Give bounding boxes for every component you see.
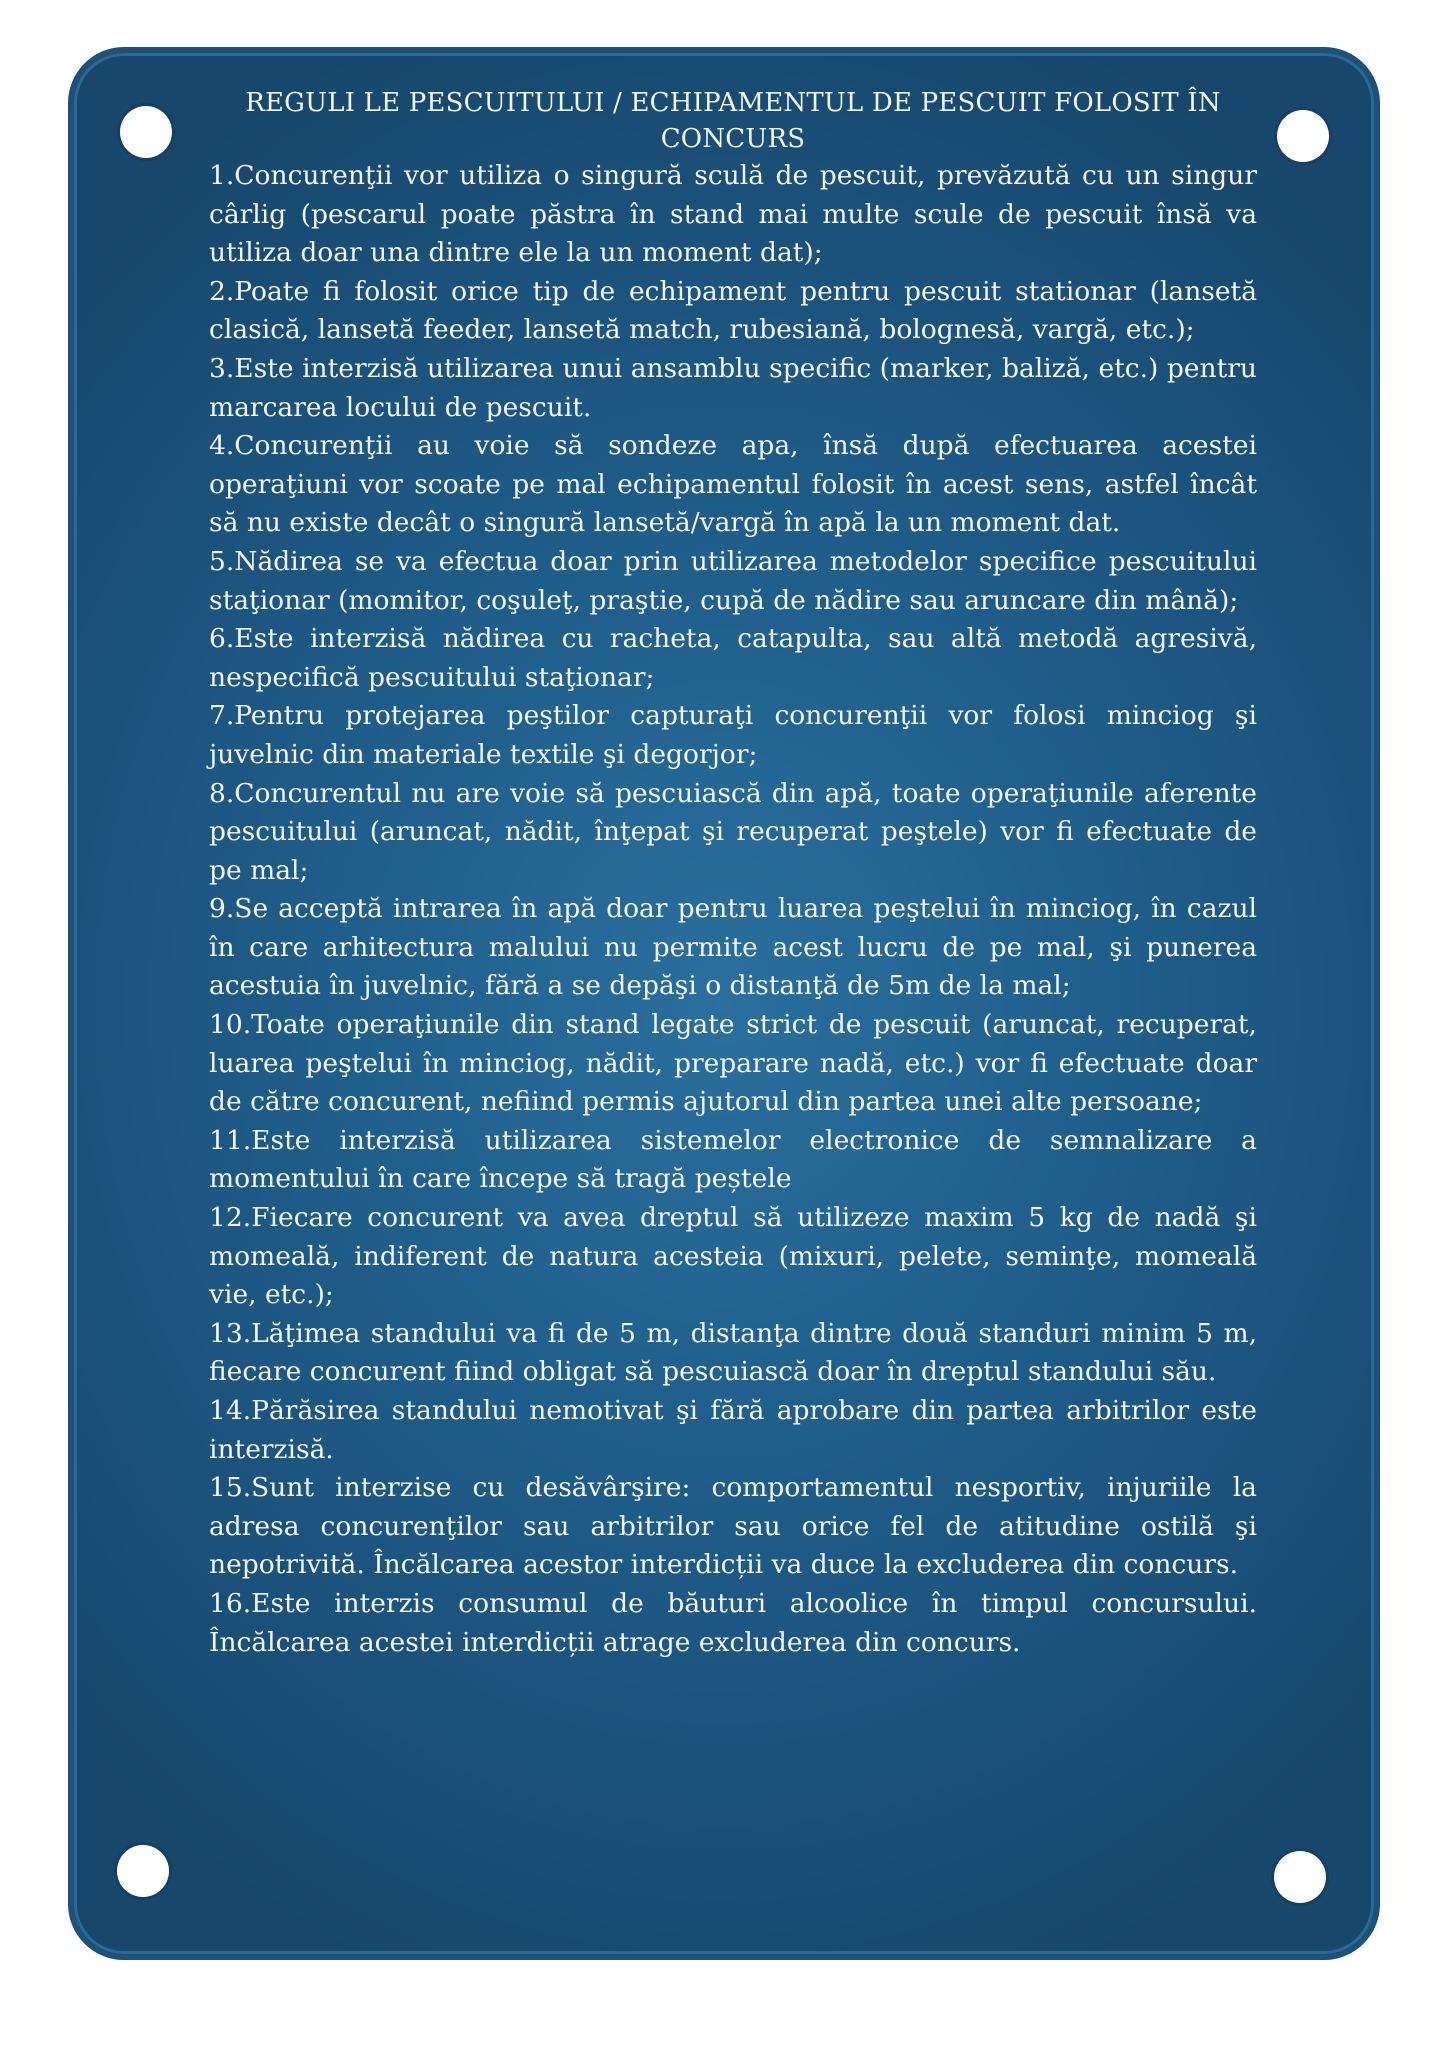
rule-4: 4.Concurenţii au voie să sondeze apa, însă după efectuarea acestei operaţiuni vor scoate pe mal echipamentul folosit în acest sens, astfel încât să nu existe decât o singură lansetă/vargă în apă la un moment dat. (209, 430, 1257, 539)
rule-1: 1.Concurenţii vor utiliza o singură sculă de pescuit, prevăzută cu un singur cârlig (pescarul poate păstra în stand mai multe scule de pescuit însă va utiliza doar una dintre ele la un moment dat); (209, 160, 1257, 269)
rule-16: 16.Este interzis consumul de băuturi alcoolice în timpul concursului. Încălcarea acestei interdicții atrage excluderea din concurs. (209, 1587, 1257, 1658)
rule-7: 7.Pentru protejarea peştilor capturaţi concurenţii vor folosi minciog şi juvelnic din materiale textile şi degorjor; (209, 700, 1257, 770)
rule-5: 5.Nădirea se va efectua doar prin utilizarea metodelor specifice pescuitului staţionar (momitor, coşuleţ, praştie, cupă de nădire sau aruncare din mână); (209, 545, 1257, 616)
rule-9: 9.Se acceptă intrarea în apă doar pentru luarea peştelui în minciog, în cazul în care arhitectura malului nu permite acest lucru de pe mal, şi punerea acestuia în juvelnic, fără a se depăşi o distanţă de 5m de la mal; (209, 893, 1257, 1002)
rules-list (209, 157, 1257, 1662)
mounting-hole-bottom-left (117, 1845, 169, 1897)
sign-content (209, 85, 1257, 1662)
rule-12: 12.Fiecare concurent va avea dreptul să utilizeze maxim 5 kg de nadă şi momeală, indiferent de natura acesteia (mixuri, pelete, seminţe, momeală vie, etc.); (209, 1202, 1257, 1311)
rule-6: 6.Este interzisă nădirea cu racheta, catapulta, sau altă metodă agresivă, nespecifică pescuitului staţionar; (209, 623, 1257, 693)
sign-title: REGULI LE PESCUITULUI / ECHIPAMENTUL DE PESCUIT FOLOSIT ÎN CONCURS (245, 88, 1221, 154)
rule-15: 15.Sunt interzise cu desăvârşire: comportamentul nesportiv, injuriile la adresa concurenţilor sau arbitrilor sau orice fel de atitudine ostilă şi nepotrivită. Încălcarea acestor interdicții va duce la excluderea din concurs. (209, 1472, 1257, 1581)
rule-13: 13.Lăţimea standului va fi de 5 m, distanţa dintre două standuri minim 5 m, fiecare concurent fiind obligat să pescuiască doar în dreptul standului său. (209, 1317, 1257, 1388)
rule-14: 14.Părăsirea standului nemotivat şi fără aprobare din partea arbitrilor este interzisă. (209, 1395, 1257, 1465)
rule-3: 3.Este interzisă utilizarea unui ansamblu specific (marker, baliză, etc.) pentru marcarea locului de pescuit. (209, 352, 1257, 423)
mounting-hole-bottom-right (1274, 1851, 1326, 1903)
mounting-hole-top-left (120, 106, 172, 158)
rule-10: 10.Toate operaţiunile din stand legate strict de pescuit (aruncat, recuperat, luarea peştelui în minciog, nădit, preparare nadă, etc.) vor fi efectuate doar de către concurent, nefiind permis ajutorul din partea unei alte persoane; (209, 1009, 1257, 1118)
mounting-hole-top-right (1277, 110, 1329, 162)
rule-11: 11.Este interzisă utilizarea sistemelor electronice de semnalizare a momentului în care începe să tragă peștele (209, 1124, 1257, 1195)
rule-2: 2.Poate fi folosit orice tip de echipament pentru pescuit stationar (lansetă clasică, lansetă feeder, lansetă match, rubesiană, bolognesă, vargă, etc.); (209, 275, 1257, 346)
rule-8: 8.Concurentul nu are voie să pescuiască din apă, toate operaţiunile aferente pescuitului (aruncat, nădit, înţepat şi recuperat peştele) vor fi efectuate de pe mal; (209, 777, 1257, 886)
